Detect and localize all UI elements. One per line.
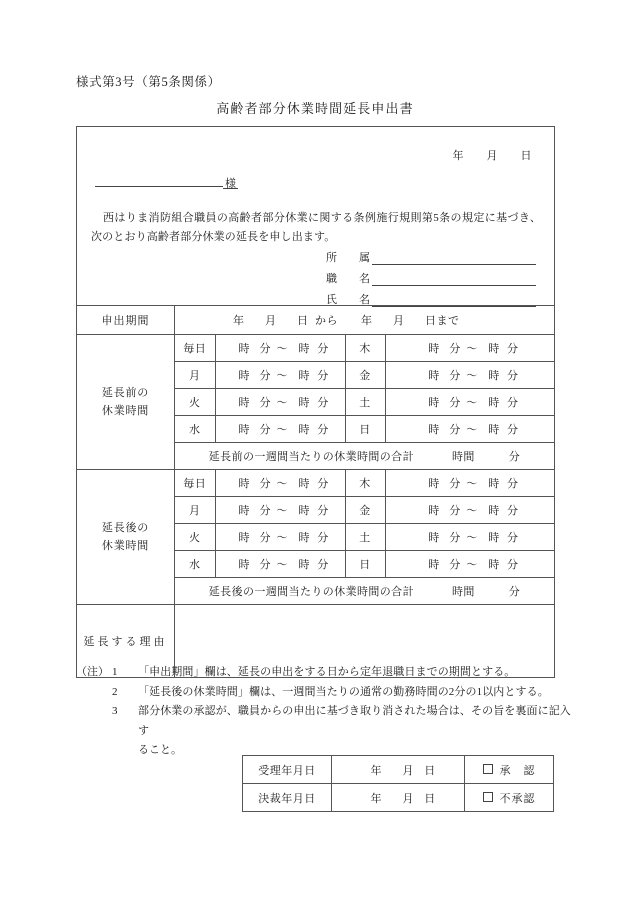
minute-unit-end: 分 (507, 397, 519, 409)
intro-cell (77, 127, 555, 306)
approval-table (242, 755, 554, 812)
minute-unit-end: 分 (317, 559, 329, 571)
name-field-row (326, 291, 536, 307)
tilde-separator: ～ (466, 532, 478, 544)
applicant-fields (326, 249, 536, 312)
checkbox-icon[interactable] (483, 764, 493, 774)
notes-marker: （注） (76, 666, 109, 678)
addressee-input-rule[interactable] (95, 173, 223, 187)
before-day-left-1: 月 (175, 362, 215, 389)
table-row (175, 470, 554, 497)
hour-unit: 時 (238, 505, 250, 517)
hour-unit-end: 時 (298, 559, 310, 571)
job-title-input-rule[interactable] (372, 272, 536, 286)
hour-unit: 時 (238, 559, 250, 571)
after-day-left-3: 水 (175, 551, 215, 578)
note-text-2: 「延長後の休業時間」欄は、一週間当たりの通常の勤務時間の2分の1以内とする。 (138, 685, 549, 698)
minute-unit: 分 (259, 370, 271, 382)
note-item-3 (76, 702, 576, 741)
hour-unit: 時 (428, 559, 440, 571)
before-total-label: 延長前の一週間当たりの休業時間の合計 (208, 451, 414, 463)
minute-unit-end: 分 (317, 424, 329, 436)
minute-unit: 分 (449, 397, 461, 409)
after-time-right-1[interactable] (385, 497, 554, 524)
date-day-label: 日 (520, 150, 532, 162)
name-input-rule[interactable] (372, 293, 536, 307)
minute-unit-end: 分 (317, 370, 329, 382)
affiliation-label-char1: 所 (326, 252, 337, 264)
minute-unit-end: 分 (507, 505, 519, 517)
hour-unit-end: 時 (298, 532, 310, 544)
hour-unit: 時 (238, 343, 250, 355)
minute-unit-end: 分 (507, 424, 519, 436)
after-total-cell[interactable] (175, 578, 554, 605)
schedule-after-grid (175, 470, 555, 605)
minute-unit-end: 分 (317, 343, 329, 355)
before-time-left-1[interactable] (215, 362, 345, 389)
hour-unit: 時 (428, 397, 440, 409)
period-to-day: 日まで (425, 315, 460, 327)
before-total-hour-unit: 時間 (451, 451, 475, 463)
hour-unit: 時 (238, 424, 250, 436)
affiliation-input-rule[interactable] (372, 251, 536, 265)
minute-unit: 分 (449, 559, 461, 571)
before-day-right-3: 日 (345, 416, 385, 443)
period-from-day: 日 (297, 315, 309, 327)
minute-unit: 分 (449, 532, 461, 544)
after-time-right-0[interactable] (385, 470, 554, 497)
minute-unit-end: 分 (507, 343, 519, 355)
hour-unit: 時 (428, 424, 440, 436)
note-item-1 (76, 663, 576, 683)
decision-day: 日 (424, 792, 436, 805)
hour-unit: 時 (428, 370, 440, 382)
tilde-separator: ～ (276, 532, 288, 544)
affiliation-label (326, 249, 370, 265)
reject-label: 不承認 (499, 792, 536, 805)
job-title-label-char2: 名 (359, 273, 370, 285)
table-row (175, 335, 554, 362)
decision-date-label: 決裁年月日 (243, 784, 332, 812)
before-total-minute-unit: 分 (508, 451, 521, 463)
tilde-separator: ～ (466, 505, 478, 517)
table-row (175, 497, 554, 524)
schedule-before-label (77, 335, 175, 470)
main-form-table (76, 126, 555, 678)
affiliation-label-char2: 属 (359, 252, 370, 264)
notes-block (76, 663, 576, 761)
minute-unit-end: 分 (317, 532, 329, 544)
date-year-label: 年 (452, 150, 464, 162)
tilde-separator: ～ (466, 424, 478, 436)
tilde-separator: ～ (466, 478, 478, 490)
table-row (175, 416, 554, 443)
hour-unit: 時 (238, 532, 250, 544)
reason-label: 延長する理由 (77, 605, 175, 678)
before-total-row (175, 443, 554, 470)
period-to-month: 月 (393, 315, 405, 327)
hour-unit-end: 時 (488, 424, 500, 436)
table-row (175, 362, 554, 389)
affiliation-field-row (326, 249, 536, 265)
table-row (243, 784, 554, 812)
schedule-after-label-line2: 休業時間 (101, 540, 150, 552)
approve-checkbox-cell[interactable] (465, 756, 554, 784)
note-text-3-continuation: ること。 (138, 744, 182, 756)
minute-unit-end: 分 (317, 478, 329, 490)
note-number-1: 1 (112, 666, 118, 678)
minute-unit: 分 (449, 505, 461, 517)
before-day-right-1: 金 (345, 362, 385, 389)
reject-checkbox-cell[interactable] (465, 784, 554, 812)
minute-unit: 分 (259, 532, 271, 544)
hour-unit: 時 (238, 397, 250, 409)
after-total-minute-unit: 分 (508, 586, 521, 598)
after-time-left-1[interactable] (215, 497, 345, 524)
minute-unit-end: 分 (507, 559, 519, 571)
before-day-left-2: 火 (175, 389, 215, 416)
before-time-right-0[interactable] (385, 335, 554, 362)
form-number: 様式第3号（第5条関係） (76, 75, 221, 89)
submission-date-line (453, 147, 533, 163)
receipt-date-value[interactable] (332, 756, 465, 784)
after-total-row (175, 578, 554, 605)
tilde-separator: ～ (466, 343, 478, 355)
receipt-date-label: 受理年月日 (243, 756, 332, 784)
job-title-field-row (326, 270, 536, 286)
intro-body-text: 西はりま消防組合職員の高齢者部分休業に関する条例施行規則第5条の規定に基づき、次のとおり高齢者部分休業の延長を申し出ます。 (91, 212, 541, 243)
schedule-before-grid (175, 335, 555, 470)
hour-unit-end: 時 (298, 343, 310, 355)
minute-unit-end: 分 (507, 532, 519, 544)
hour-unit-end: 時 (488, 505, 500, 517)
receipt-day: 日 (424, 764, 436, 777)
name-label-char1: 氏 (326, 294, 337, 306)
schedule-after-row (77, 470, 555, 605)
hour-unit: 時 (428, 532, 440, 544)
decision-year: 年 (370, 792, 382, 805)
decision-date-value[interactable] (332, 784, 465, 812)
name-label-char2: 名 (359, 294, 370, 306)
receipt-month: 月 (402, 764, 414, 777)
after-time-right-2[interactable] (385, 524, 554, 551)
minute-unit: 分 (449, 424, 461, 436)
minute-unit-end: 分 (317, 505, 329, 517)
schedule-after-label-line1: 延長後の (101, 522, 150, 534)
hour-unit-end: 時 (298, 478, 310, 490)
minute-unit: 分 (259, 424, 271, 436)
before-day-left-3: 水 (175, 416, 215, 443)
decision-month: 月 (402, 792, 414, 805)
before-time-right-2[interactable] (385, 389, 554, 416)
table-row (243, 756, 554, 784)
tilde-separator: ～ (276, 370, 288, 382)
after-time-left-0[interactable] (215, 470, 345, 497)
hour-unit: 時 (428, 343, 440, 355)
minute-unit: 分 (259, 397, 271, 409)
schedule-after-table (175, 470, 554, 604)
hour-unit: 時 (428, 505, 440, 517)
before-day-left-0: 毎日 (175, 335, 215, 362)
period-from-month: 月 (265, 315, 277, 327)
name-label (326, 291, 370, 307)
hour-unit-end: 時 (298, 370, 310, 382)
approve-label: 承 認 (499, 764, 536, 777)
tilde-separator: ～ (466, 370, 478, 382)
minute-unit: 分 (259, 505, 271, 517)
after-day-right-3: 日 (345, 551, 385, 578)
tilde-separator: ～ (466, 559, 478, 571)
period-to-year: 年 (361, 315, 373, 327)
hour-unit-end: 時 (298, 505, 310, 517)
tilde-separator: ～ (276, 478, 288, 490)
minute-unit-end: 分 (507, 478, 519, 490)
table-row (175, 389, 554, 416)
hour-unit-end: 時 (298, 397, 310, 409)
schedule-before-label-line2: 休業時間 (101, 405, 150, 417)
minute-unit: 分 (259, 343, 271, 355)
hour-unit-end: 時 (488, 370, 500, 382)
application-period-label: 申出期間 (77, 306, 175, 335)
before-time-left-2[interactable] (215, 389, 345, 416)
tilde-separator: ～ (276, 397, 288, 409)
hour-unit: 時 (238, 478, 250, 490)
hour-unit: 時 (428, 478, 440, 490)
table-row (175, 524, 554, 551)
after-day-left-2: 火 (175, 524, 215, 551)
schedule-before-label-line1: 延長前の (101, 387, 150, 399)
after-total-label: 延長後の一週間当たりの休業時間の合計 (208, 586, 414, 598)
before-time-left-3[interactable] (215, 416, 345, 443)
before-day-right-2: 土 (345, 389, 385, 416)
note-text-3: 部分休業の承認が、職員からの申出に基づき取り消された場合は、その旨を裏面に記入す (138, 705, 571, 737)
tilde-separator: ～ (276, 424, 288, 436)
receipt-year: 年 (370, 764, 382, 777)
after-time-right-3[interactable] (385, 551, 554, 578)
before-time-left-0[interactable] (215, 335, 345, 362)
minute-unit: 分 (259, 478, 271, 490)
minute-unit: 分 (449, 343, 461, 355)
addressee-line (95, 173, 238, 190)
addressee-suffix: 様 (223, 175, 238, 189)
note-text-1: 「申出期間」欄は、延長の申出をする日から定年退職日までの期間とする。 (138, 666, 516, 678)
after-time-left-2[interactable] (215, 524, 345, 551)
minute-unit: 分 (259, 559, 271, 571)
after-time-left-3[interactable] (215, 551, 345, 578)
hour-unit-end: 時 (488, 559, 500, 571)
note-item-2 (76, 683, 576, 703)
table-row (175, 551, 554, 578)
schedule-before-row (77, 335, 555, 470)
tilde-separator: ～ (276, 559, 288, 571)
minute-unit-end: 分 (507, 370, 519, 382)
note-number-2: 2 (112, 685, 118, 698)
hour-unit-end: 時 (488, 532, 500, 544)
tilde-separator: ～ (466, 397, 478, 409)
intro-row (77, 127, 555, 306)
period-from-suffix: から (315, 315, 338, 327)
date-month-label: 月 (486, 150, 498, 162)
hour-unit-end: 時 (488, 478, 500, 490)
before-total-cell[interactable] (175, 443, 554, 470)
minute-unit: 分 (449, 370, 461, 382)
note-number-3: 3 (112, 705, 118, 717)
job-title-label-char1: 職 (326, 273, 337, 285)
period-from-year: 年 (233, 315, 245, 327)
hour-unit-end: 時 (488, 343, 500, 355)
after-day-right-2: 土 (345, 524, 385, 551)
after-day-left-0: 毎日 (175, 470, 215, 497)
schedule-after-label (77, 470, 175, 605)
job-title-label (326, 270, 370, 286)
document-title: 高齢者部分休業時間延長申出書 (216, 101, 414, 116)
tilde-separator: ～ (276, 505, 288, 517)
before-day-right-0: 木 (345, 335, 385, 362)
before-time-right-3[interactable] (385, 416, 554, 443)
minute-unit: 分 (449, 478, 461, 490)
tilde-separator: ～ (276, 343, 288, 355)
before-time-right-1[interactable] (385, 362, 554, 389)
hour-unit: 時 (238, 370, 250, 382)
after-day-right-1: 金 (345, 497, 385, 524)
checkbox-icon[interactable] (483, 792, 493, 802)
minute-unit-end: 分 (317, 397, 329, 409)
after-day-left-1: 月 (175, 497, 215, 524)
after-total-hour-unit: 時間 (451, 586, 475, 598)
hour-unit-end: 時 (488, 397, 500, 409)
after-day-right-0: 木 (345, 470, 385, 497)
schedule-before-table (175, 335, 554, 469)
hour-unit-end: 時 (298, 424, 310, 436)
